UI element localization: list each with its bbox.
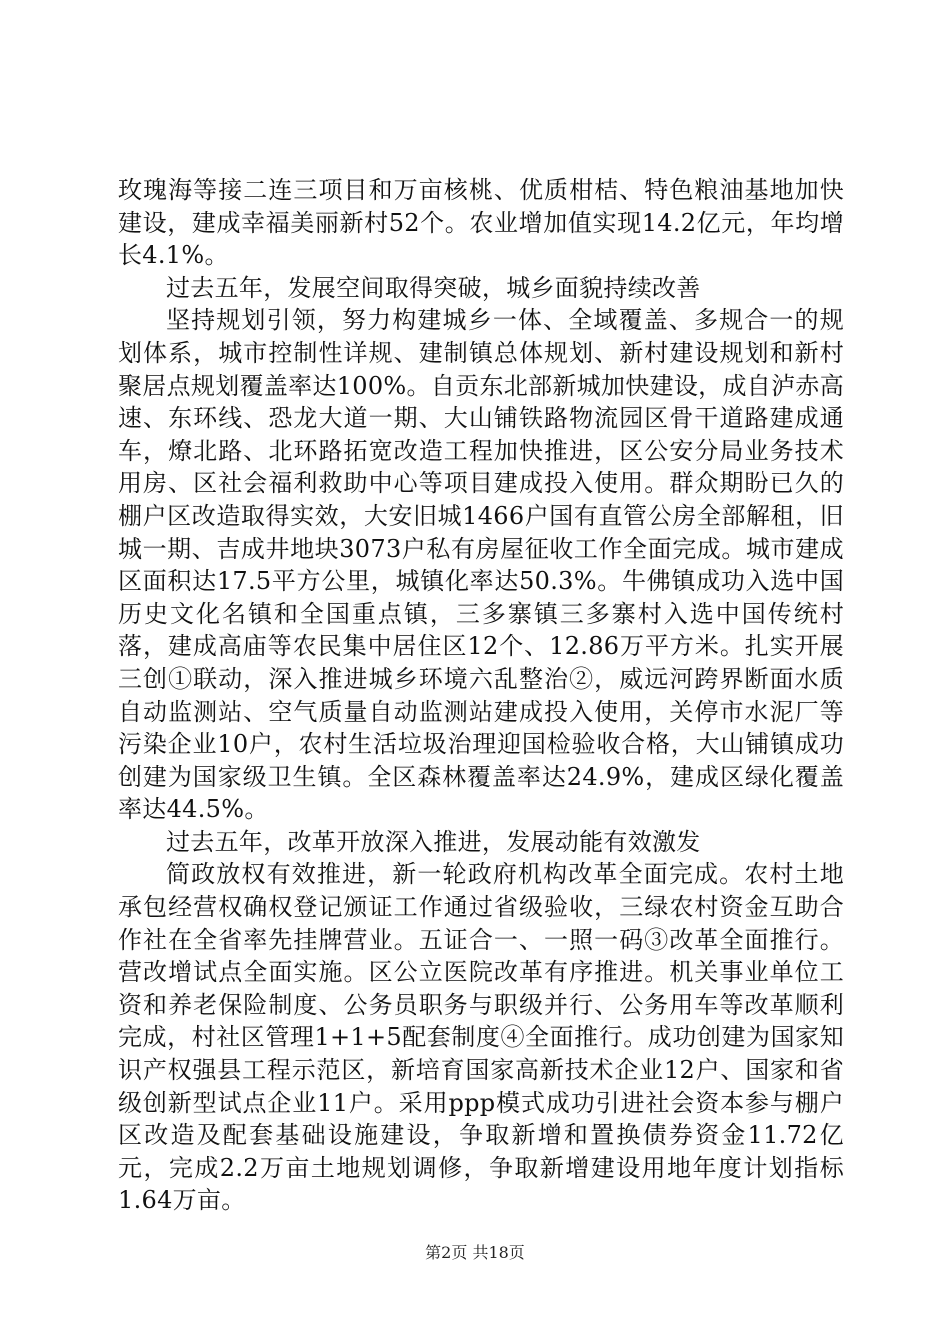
- body-text: [118, 174, 844, 1217]
- paragraph-1: 玫瑰海等接二连三项目和万亩核桃、优质柑桔、特色粮油基地加快建设，建成幸福美丽新村52个。农业增加值实现14.2亿元，年均增长4.1%。: [118, 176, 844, 270]
- paragraph-2: 坚持规划引领，努力构建城乡一体、全域覆盖、多规合一的规划体系，城市控制性详规、建制镇总体规划、新村建设规划和新村聚居点规划覆盖率达100%。自贡东北部新城加快建设，成自泸赤高速、东环线、恐龙大道一期、大山铺铁路物流园区骨干道路建成通车，燎北路、北环路拓宽改造工程加快推进，区公安分局业务技术用房、区社会福利救助中心等项目建成投入使用。群众期盼已久的棚户区改造取得实效，大安旧城1466户国有直管公房全部解租，旧城一期、吉成井地块3073户私有房屋征收工作全面完成。城市建成区面积达17.5平方公里，城镇化率达50.3%。牛佛镇成功入选中国历史文化名镇和全国重点镇，三多寨镇三多寨村入选中国传统村落，建成高庙等农民集中居住区12个、12.86万平方米。扎实开展三创①联动，深入推进城乡环境六乱整治②，威远河跨界断面水质自动监测站、空气质量自动监测站建成投入使用，关停市水泥厂等污染企业10户，农村生活垃圾治理迎国检验收合格，大山铺镇成功创建为国家级卫生镇。全区森林覆盖率达24.9%，建成区绿化覆盖率达44.5%。: [118, 306, 844, 824]
- page-number: 第2页 共18页: [425, 1243, 525, 1262]
- section-heading-development-space: 过去五年，发展空间取得突破，城乡面貌持续改善: [166, 273, 701, 302]
- paragraph-3: 简政放权有效推进，新一轮政府机构改革全面完成。农村土地承包经营权确权登记颁证工作通过省级验收，三绿农村资金互助合作社在全省率先挂牌营业。五证合一、一照一码③改革全面推行。营改增试点全面实施。区公立医院改革有序推进。机关事业单位工资和养老保险制度、公务员职务与职级并行、公务用车等改革顺利完成，村社区管理1+1+5配套制度④全面推行。成功创建为国家知识产权强县工程示范区，新培育国家高新技术企业12户、国家和省级创新型试点企业11户。采用ppp模式成功引进社会资本参与棚户区改造及配套基础设施建设，争取新增和置换债券资金11.72亿元，完成2.2万亩土地规划调修，争取新增建设用地年度计划指标1.64万亩。: [118, 860, 844, 1215]
- section-heading-reform-opening: 过去五年，改革开放深入推进，发展动能有效激发: [166, 827, 701, 856]
